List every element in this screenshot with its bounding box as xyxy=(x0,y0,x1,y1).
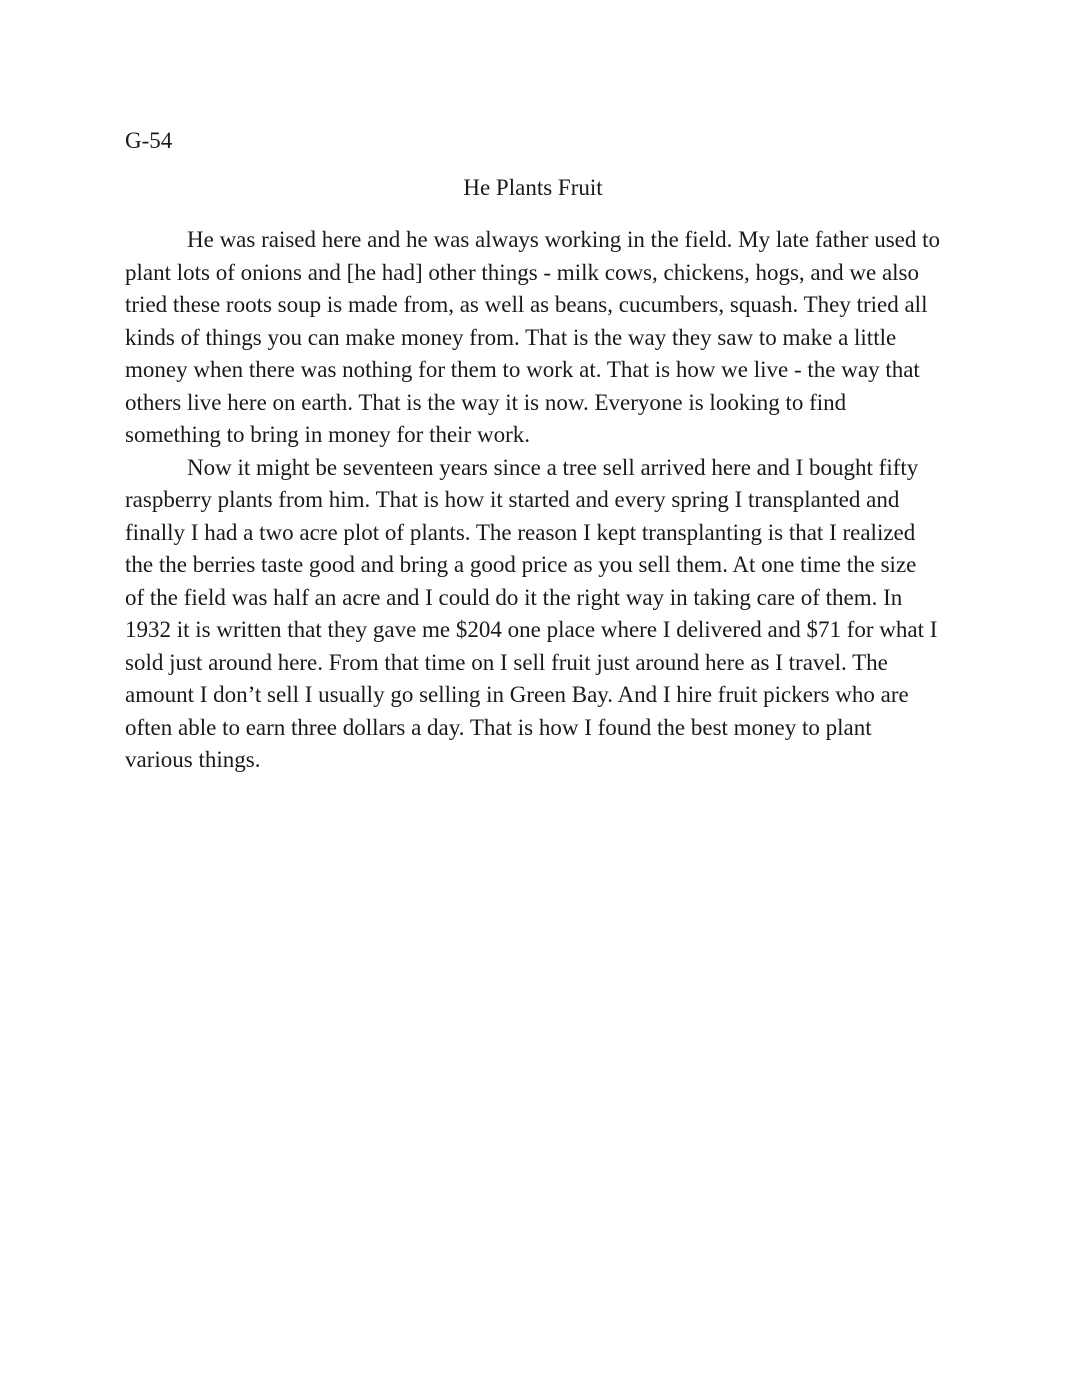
paragraph-1: He was raised here and he was always working in the field. My late father used to plant lots of onions and [he had] other things - milk cows, chickens, hogs, and we also tried these roots soup is made from, as well as beans, cucumbers, squash. They tried all kinds of things you can make money from. That is the way they saw to make a little money when there was nothing for them to work at. That is how we live - the way that others live here on earth. That is the way it is now. Everyone is looking to find something to bring in money for their work. xyxy=(125,227,941,447)
document-id: G-54 xyxy=(125,128,173,153)
document-title: He Plants Fruit xyxy=(463,175,603,200)
document-body xyxy=(125,224,940,777)
paragraph-2: Now it might be seventeen years since a tree sell arrived here and I bought fifty raspberry plants from him. That is how it started and every spring I transplanted and finally I had a two acre plot of plants. The reason I kept transplanting is that I realized the the berries taste good and bring a good price as you sell them. At one time the size of the field was half an acre and I could do it the right way in taking care of them. In 1932 it is written that they gave me $204 one place where I delivered and $71 for what I sold just around here. From that time on I sell fruit just around here as I travel. The amount I don’t sell I usually go selling in Green Bay. And I hire fruit pickers who are often able to earn three dollars a day. That is how I found the best money to plant various things. xyxy=(125,454,938,772)
